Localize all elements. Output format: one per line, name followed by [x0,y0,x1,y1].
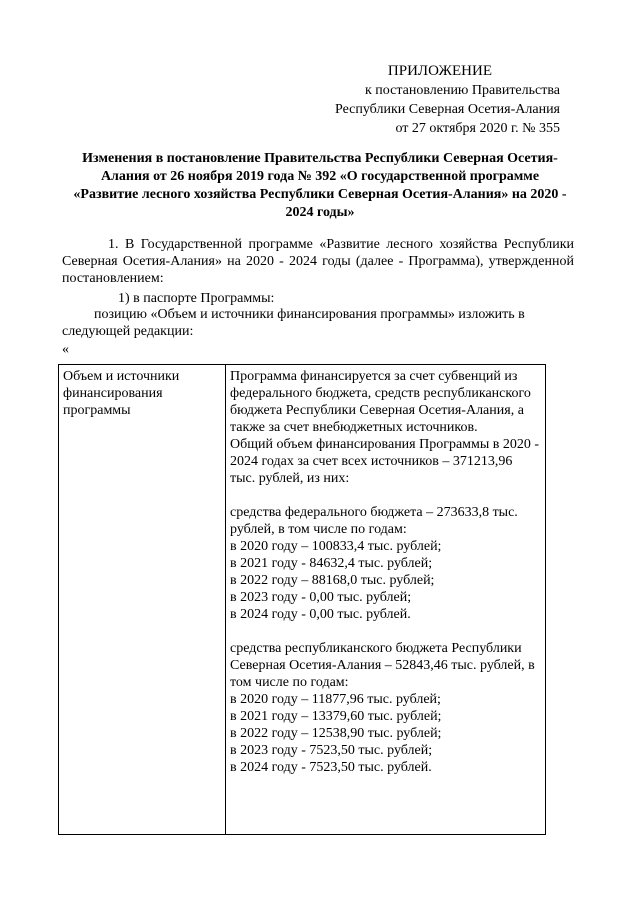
appendix-line-3: от 27 октября 2020 г. № 355 [395,121,560,136]
financing-intro: Программа финансируется за счет субвенций из федерального бюджета, средств республиканского бюджета Республики Северная Осетия-Алания, а также за счет внебюджетных источников. [230,369,531,435]
table-cell-content [226,365,546,835]
financing-total: Общий объем финансирования Программы в 2020 - 2024 годах за счет всех источников – 371213,96 тыс. рублей, из них: [230,437,540,486]
republic-year-2021: в 2021 году – 13379,60 тыс. рублей; [230,709,442,724]
federal-year-2024: в 2024 году - 0,00 тыс. рублей. [230,607,411,622]
paragraph-2: 1) в паспорте Программы: [118,291,275,306]
republic-budget-heading: средства республиканского бюджета Республики Северная Осетия-Алания – 52843,46 тыс. рублей, в том числе по годам: [230,641,535,690]
republic-year-2022: в 2022 году – 12538,90 тыс. рублей; [230,726,442,741]
federal-budget-heading: средства федерального бюджета – 273633,8 тыс. рублей, в том числе по годам: [230,505,518,537]
federal-year-2022: в 2022 году – 88168,0 тыс. рублей; [230,573,435,588]
republic-year-2023: в 2023 году - 7523,50 тыс. рублей; [230,743,433,758]
paragraph-3: позицию «Объем и источники финансирования программы» изложить в следующей редакции: [62,307,525,339]
paragraph-1: 1. В Государственной программе «Развитие лесного хозяйства Республики Северная Осетия-Алания» на 2020 - 2024 годы (далее - Программа), утвержденной постановлением: [62,237,574,286]
document-heading: Изменения в постановление Правительства Республики Северная Осетия-Алания от 26 ноября 2019 года № 392 «О государственной программе «Развитие лесного хозяйства Республики Северная Осетия-Алания» на 2020 - 2024 годы» [73,151,567,220]
appendix-title: ПРИЛОЖЕНИЕ [387,63,492,79]
row-label: Объем и источники финансирования программы [63,369,180,418]
federal-year-2020: в 2020 году – 100833,4 тыс. рублей; [230,539,442,554]
opening-quote: « [62,342,69,357]
appendix-line-1: к постановлению Правительства [364,83,560,98]
table-cell-label [59,365,226,835]
spacer [230,623,541,640]
federal-year-2023: в 2023 году - 0,00 тыс. рублей; [230,590,412,605]
spacer [230,487,541,504]
passport-table [58,364,546,835]
republic-year-2020: в 2020 году – 11877,96 тыс. рублей; [230,692,441,707]
appendix-header [240,62,560,138]
republic-year-2024: в 2024 году - 7523,50 тыс. рублей. [230,760,432,775]
federal-year-2021: в 2021 году - 84632,4 тыс. рублей; [230,556,433,571]
appendix-line-2: Республики Северная Осетия-Алания [335,102,560,117]
table-row [59,365,546,835]
